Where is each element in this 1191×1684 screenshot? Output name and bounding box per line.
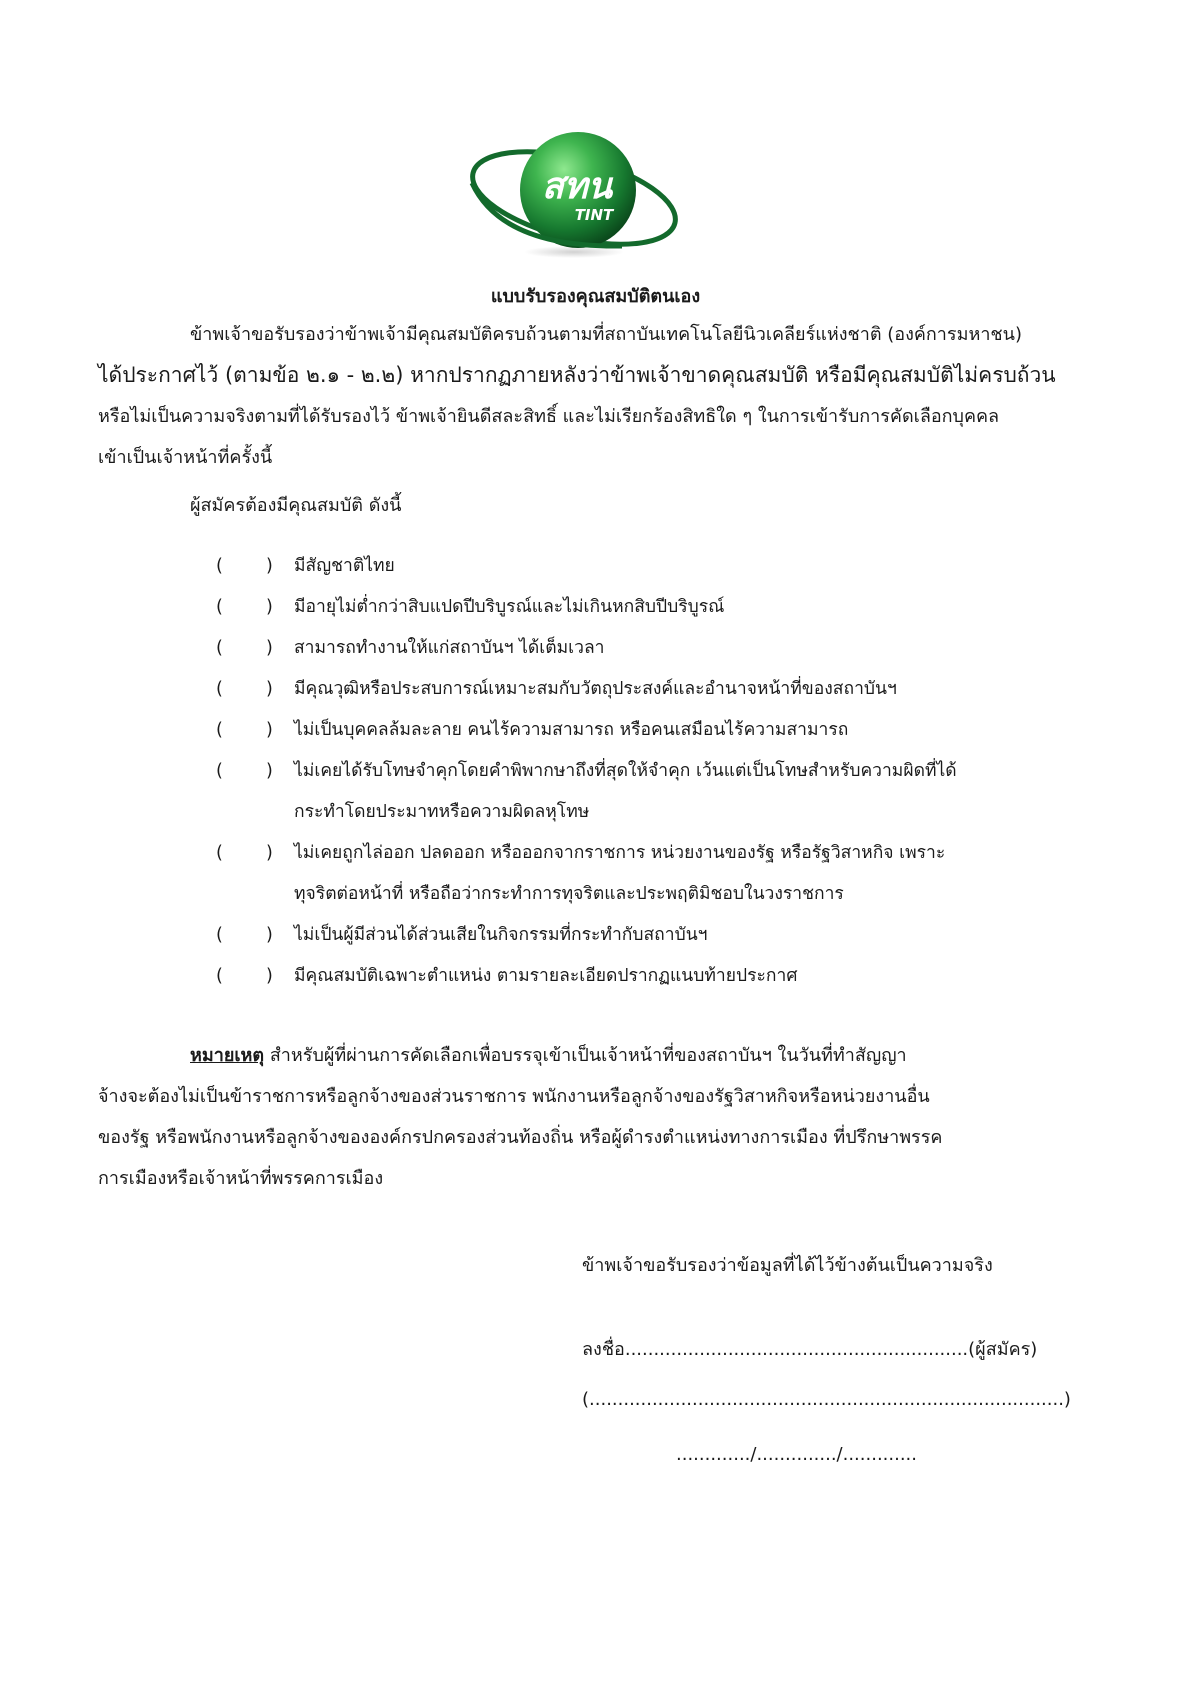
printed-name-line[interactable]: (...................................................................................) bbox=[582, 1389, 1071, 1410]
note-line: การเมืองหรือเจ้าหน้าที่พรรคการเมือง bbox=[98, 1168, 384, 1189]
checkbox-close-paren[interactable]: ) bbox=[266, 638, 273, 658]
requirement-line: มีอายุไม่ต่ำกว่าสิบแปดปีบริบูรณ์และไม่เกินหกสิบปีบริบูรณ์ bbox=[294, 597, 725, 617]
requirement-line: สามารถทำงานให้แก่สถาบันฯ ได้เต็มเวลา bbox=[294, 638, 605, 658]
requirement-line: มีสัญชาติไทย bbox=[294, 556, 395, 576]
requirement-text bbox=[294, 587, 1014, 628]
requirement-line: มีคุณวุฒิหรือประสบการณ์เหมาะสมกับวัตถุประสงค์และอำนาจหน้าที่ของสถาบันฯ bbox=[294, 679, 897, 699]
requirement-line: ไม่เป็นผู้มีส่วนได้ส่วนเสียในกิจกรรมที่กระทำกับสถาบันฯ bbox=[294, 925, 708, 945]
requirement-item bbox=[0, 587, 1191, 628]
intro-line: เข้าเป็นเจ้าหน้าที่ครั้งนี้ bbox=[98, 447, 273, 468]
note-label: หมายเหตุ bbox=[190, 1045, 265, 1066]
logo-subtext: TINT bbox=[574, 206, 614, 224]
note-paragraph bbox=[98, 1035, 1058, 1199]
checkbox-open-paren[interactable]: ( bbox=[216, 720, 223, 740]
logo bbox=[462, 128, 686, 260]
checkbox-open-paren[interactable]: ( bbox=[216, 679, 223, 699]
requirement-line: ไม่เป็นบุคคลล้มละลาย คนไร้ความสามารถ หรือคนเสมือนไร้ความสามารถ bbox=[294, 720, 849, 740]
requirement-line: ไม่เคยถูกไล่ออก ปลดออก หรือออกจากราชการ หน่วยงานของรัฐ หรือรัฐวิสาหกิจ เพราะ bbox=[294, 843, 946, 863]
requirement-item bbox=[0, 546, 1191, 587]
checkbox-open-paren[interactable]: ( bbox=[216, 597, 223, 617]
checkbox-close-paren[interactable]: ) bbox=[266, 720, 273, 740]
requirement-line: มีคุณสมบัติเฉพาะตำแหน่ง ตามรายละเอียดปรากฏแนบท้ายประกาศ bbox=[294, 966, 798, 986]
checkbox-open-paren[interactable]: ( bbox=[216, 966, 223, 986]
requirement-text bbox=[294, 915, 1014, 956]
checkbox-open-paren[interactable]: ( bbox=[216, 556, 223, 576]
requirement-text bbox=[294, 628, 1014, 669]
intro-line: ข้าพเจ้าขอรับรองว่าข้าพเจ้ามีคุณสมบัติครบถ้วนตามที่สถาบันเทคโนโลยีนิวเคลียร์แห่งชาติ (องค์การมหาชน) bbox=[190, 324, 1022, 345]
note-line: ของรัฐ หรือพนักงานหรือลูกจ้างขององค์กรปกครองส่วนท้องถิ่น หรือผู้ดำรงตำแหน่งทางการเมือง ที่ปรึกษาพรรค bbox=[98, 1127, 943, 1148]
certify-statement: ข้าพเจ้าขอรับรองว่าข้อมูลที่ได้ไว้ข้างต้นเป็นความจริง bbox=[582, 1255, 993, 1276]
logo-graphic bbox=[462, 128, 686, 260]
requirement-text bbox=[294, 751, 1014, 833]
checkbox-close-paren[interactable]: ) bbox=[266, 556, 273, 576]
requirement-item bbox=[0, 751, 1191, 833]
checkbox-open-paren[interactable]: ( bbox=[216, 925, 223, 945]
note-line: จ้างจะต้องไม่เป็นข้าราชการหรือลูกจ้างของส่วนราชการ พนักงานหรือลูกจ้างของรัฐวิสาหกิจหรือหน่วยงานอื่น bbox=[98, 1086, 930, 1107]
requirement-item bbox=[0, 628, 1191, 669]
requirement-item bbox=[0, 710, 1191, 751]
checkbox-close-paren[interactable]: ) bbox=[266, 843, 273, 863]
note-line bbox=[98, 1035, 1058, 1076]
requirement-text bbox=[294, 710, 1014, 751]
requirement-line: ไม่เคยได้รับโทษจำคุกโดยคำพิพากษาถึงที่สุดให้จำคุก เว้นแต่เป็นโทษสำหรับความผิดที่ได้ bbox=[294, 761, 957, 781]
intro-line: ได้ประกาศไว้ (ตามข้อ ๒.๑ - ๒.๒) หากปรากฏภายหลังว่าข้าพเจ้าขาดคุณสมบัติ หรือมีคุณสมบัติไม่ครบถ้วน bbox=[98, 363, 1056, 387]
checkbox-close-paren[interactable]: ) bbox=[266, 597, 273, 617]
intro-paragraph bbox=[98, 314, 1058, 478]
checkbox-open-paren[interactable]: ( bbox=[216, 638, 223, 658]
page-title: แบบรับรองคุณสมบัติตนเอง bbox=[490, 286, 701, 307]
requirement-item bbox=[0, 915, 1191, 956]
requirements-checklist bbox=[0, 546, 1191, 997]
requirements-heading: ผู้สมัครต้องมีคุณสมบัติ ดังนี้ bbox=[190, 495, 402, 516]
requirement-item bbox=[0, 669, 1191, 710]
note-text: สำหรับผู้ที่ผ่านการคัดเลือกเพื่อบรรจุเข้าเป็นเจ้าหน้าที่ของสถาบันฯ ในวันที่ทำสัญญา bbox=[264, 1045, 907, 1066]
requirement-text bbox=[294, 833, 1014, 915]
requirement-text bbox=[294, 956, 1014, 997]
checkbox-close-paren[interactable]: ) bbox=[266, 679, 273, 699]
requirement-text bbox=[294, 669, 1014, 710]
requirement-text bbox=[294, 546, 1014, 587]
requirement-line: กระทำโดยประมาทหรือความผิดลหุโทษ bbox=[294, 802, 590, 822]
checkbox-open-paren[interactable]: ( bbox=[216, 761, 223, 781]
checkbox-close-paren[interactable]: ) bbox=[266, 966, 273, 986]
requirement-item bbox=[0, 956, 1191, 997]
checkbox-close-paren[interactable]: ) bbox=[266, 761, 273, 781]
requirement-item bbox=[0, 833, 1191, 915]
date-line[interactable]: ............./............../............. bbox=[676, 1444, 917, 1465]
checkbox-open-paren[interactable]: ( bbox=[216, 843, 223, 863]
intro-line: หรือไม่เป็นความจริงตามที่ได้รับรองไว้ ข้าพเจ้ายินดีสละสิทธิ์ และไม่เรียกร้องสิทธิใด ๆ ในการเข้ารับการคัดเลือกบุคคล bbox=[98, 406, 1000, 427]
signature-line[interactable]: ลงชื่อ............................................................(ผู้สมัคร) bbox=[582, 1339, 1038, 1360]
checkbox-close-paren[interactable]: ) bbox=[266, 925, 273, 945]
requirement-line: ทุจริตต่อหน้าที่ หรือถือว่ากระทำการทุจริตและประพฤติมิชอบในวงราชการ bbox=[294, 884, 844, 904]
logo-text: สทน bbox=[541, 166, 613, 207]
